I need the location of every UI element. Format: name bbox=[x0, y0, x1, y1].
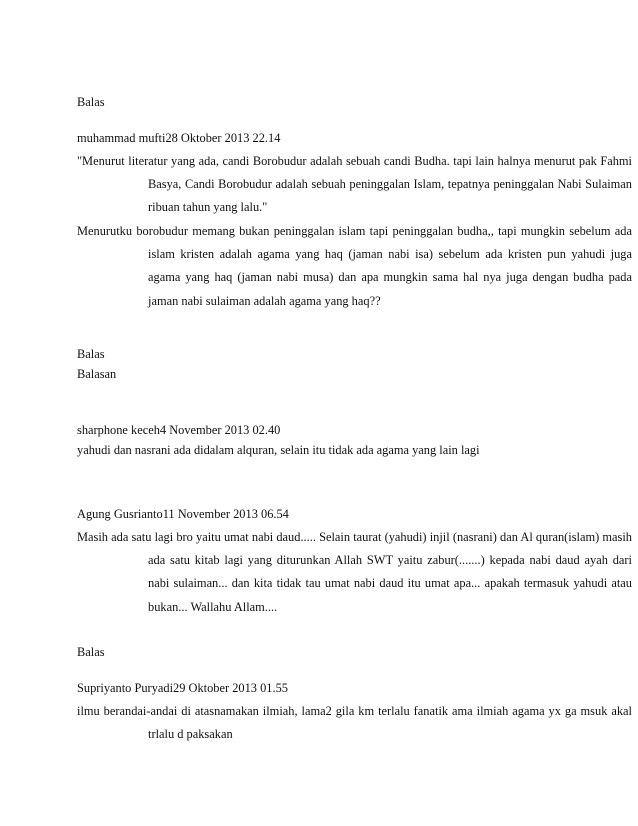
comment-body: Menurutku borobudur memang bukan peninggalan islam tapi peninggalan budha,, tapi mungkin sebelum ada islam kristen adalah agama yang haq (jaman nabi isa) sebelum ada kristen pun yahudi juga agama yang haq (jaman nabi musa) dan apa mungkin sama hal nya juga dengan budha pada jaman nabi sulaiman adalah agama yang haq?? bbox=[77, 224, 632, 308]
comment-header: muhammad mufti28 Oktober 2013 22.14 bbox=[77, 131, 281, 145]
comment-header: Agung Gusrianto11 November 2013 06.54 bbox=[77, 507, 289, 521]
reply-link[interactable]: Balas bbox=[77, 347, 105, 361]
comment-header: Supriyanto Puryadi29 Oktober 2013 01.55 bbox=[77, 681, 288, 695]
comment-body: yahudi dan nasrani ada didalam alquran, selain itu tidak ada agama yang lain lagi bbox=[77, 443, 480, 457]
replies-label: Balasan bbox=[77, 367, 117, 381]
reply-link[interactable]: Balas bbox=[77, 95, 105, 109]
comment-quote: "Menurut literatur yang ada, candi Borobudur adalah sebuah candi Budha. tapi lain halnya menurut pak Fahmi Basya, Candi Borobudur adalah sebuah peninggalan Islam, tepatnya peninggalan Nabi Sulaiman ribuan tahun yang lalu." bbox=[77, 154, 632, 215]
comment-header: sharphone keceh4 November 2013 02.40 bbox=[77, 423, 281, 437]
reply-link[interactable]: Balas bbox=[77, 645, 105, 659]
comment-body: Masih ada satu lagi bro yaitu umat nabi daud..... Selain taurat (yahudi) injil (nasrani) dan Al quran(islam) masih ada satu kitab lagi yang diturunkan Allah SWT yaitu zabur(.......) kepada nabi daud ayah dari nabi sulaiman... dan kita tidak tau umat nabi daud itu umat apa... apakah termasuk yahudi atau bukan... Wallahu Allam.... bbox=[77, 530, 632, 614]
comment-body: ilmu berandai-andai di atasnamakan ilmiah, lama2 gila km terlalu fanatik ama ilmiah agama yx ga msuk akal trlalu d paksakan bbox=[77, 704, 632, 742]
